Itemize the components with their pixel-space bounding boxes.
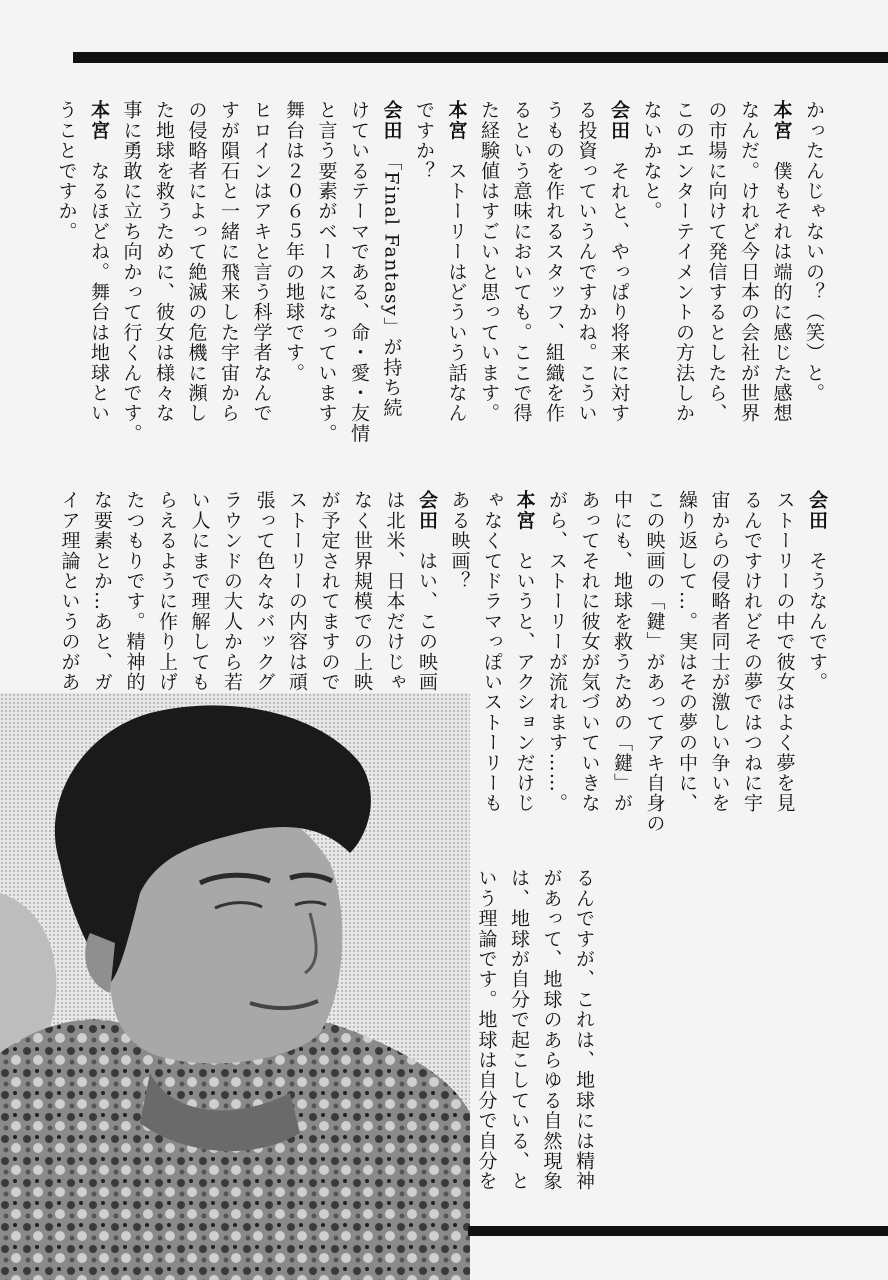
- text-line: [440, 100, 473, 450]
- text-line: [736, 490, 769, 830]
- text-line: [606, 490, 639, 830]
- text-line: [148, 100, 181, 450]
- line-text: そうなんです。: [806, 530, 828, 693]
- text-line: [765, 100, 798, 450]
- line-text: ストーリーの中で彼女はよく夢を見: [773, 490, 796, 814]
- text-line: [83, 100, 116, 450]
- line-text: 舞台は２０６５年の地球です。: [283, 100, 305, 383]
- line-text: それと、やっぱり将来に対す: [608, 140, 630, 424]
- line-text: た経験値はすごいと思っています。: [478, 100, 500, 424]
- line-text: なるほどね。舞台は地球とい: [88, 140, 110, 424]
- line-text: なく世界規模での上映: [351, 490, 373, 692]
- speaker-name: 本宮: [88, 100, 110, 141]
- line-text: 中にも、地球を救うための「鍵」が: [611, 490, 633, 814]
- speaker-name: 本宮: [513, 490, 536, 531]
- line-text: と言う要素がベースになっています。: [315, 100, 338, 444]
- line-text: 繰り返して…。実はその夢の中に、: [676, 490, 698, 814]
- line-text: この映画の「鍵」があってアキ自身の: [643, 490, 666, 834]
- text-line: [245, 100, 278, 450]
- line-text: らえるように作り上げ: [156, 490, 178, 692]
- line-text: ある映画？: [448, 490, 471, 591]
- text-line: [538, 100, 571, 450]
- line-text: ヒロインはアキと言う科学者なんで: [250, 100, 273, 424]
- line-text: かったんじゃないの？（笑）と。: [803, 100, 825, 403]
- line-text: ゃなくてドラマっぽいストーリーも: [481, 490, 503, 814]
- line-text: ストーリーはどういう話なん: [445, 140, 468, 424]
- text-line: [180, 100, 213, 450]
- line-text: というと、アクションだけじ: [513, 530, 536, 814]
- text-line: [638, 490, 671, 834]
- text-line: [505, 100, 538, 450]
- text-line: [535, 868, 568, 1208]
- line-text: ストーリーの内容は頑: [286, 490, 308, 692]
- text-line: [801, 490, 834, 830]
- bottom-rule: [468, 1226, 888, 1236]
- line-text: るという意味においても。ここで得: [510, 100, 533, 424]
- line-text: るんですけれどその夢ではつねに宇: [741, 490, 763, 814]
- text-line: [603, 100, 636, 450]
- line-text: このエンターテイメントの方法しか: [673, 100, 695, 424]
- text-line: [635, 100, 668, 450]
- interview-text-upper: [50, 100, 830, 450]
- text-line: [50, 100, 83, 450]
- top-rule: [73, 52, 888, 63]
- text-line: [568, 868, 601, 1208]
- speaker-name: 会田: [806, 490, 828, 531]
- text-line: [473, 100, 506, 450]
- text-line: [476, 490, 509, 830]
- speaker-name: 本宮: [445, 100, 468, 141]
- text-line: [768, 490, 801, 830]
- text-line: [375, 100, 408, 450]
- text-line: [310, 100, 343, 450]
- line-text: ラウンドの大人から若: [221, 490, 243, 692]
- line-text: あってそれに彼女が気づいていきな: [578, 490, 601, 814]
- portrait-photo: [0, 693, 470, 1280]
- line-text: るんですが、これは、地球には精神: [573, 868, 595, 1192]
- text-line: [470, 868, 503, 1208]
- line-text: 「Final Fantasy」が持ち続: [380, 140, 403, 418]
- text-line: [115, 100, 148, 450]
- text-line: [573, 490, 606, 830]
- text-line: [408, 100, 441, 450]
- line-text: い人にまで理解しても: [188, 490, 211, 692]
- line-text: いう理論です。地球は自分で自分を: [475, 868, 498, 1192]
- text-line: [671, 490, 704, 830]
- line-text: な要素とか…あと、ガ: [91, 490, 113, 692]
- speaker-name: 会田: [380, 100, 403, 141]
- line-text: が予定されてますので: [318, 490, 341, 692]
- speaker-name: 会田: [416, 490, 438, 531]
- text-line: [503, 868, 536, 1208]
- text-line: [668, 100, 701, 450]
- text-line: [343, 100, 376, 450]
- line-text: うものを作れるスタッフ、組織を作: [543, 100, 565, 424]
- line-text: たつもりです。精神的: [123, 490, 146, 692]
- text-line: [278, 100, 311, 450]
- line-text: 宙からの侵略者同士が激しい争いを: [708, 490, 731, 814]
- line-text: すが隕石と一緒に飛来した宇宙から: [218, 100, 240, 424]
- text-line: [700, 100, 733, 450]
- line-text: 事に勇敢に立ち向かって行くんです。: [120, 100, 143, 444]
- speaker-name: 本宮: [770, 100, 793, 141]
- line-text: うことですか。: [55, 100, 78, 242]
- line-text: る投資っていうんですかね。こうい: [575, 100, 598, 424]
- line-text: た地球を救うために、彼女は様々な: [153, 100, 175, 424]
- line-text: は、地球が自分で起こしている、と: [508, 868, 530, 1192]
- text-line: [541, 490, 574, 830]
- text-line: [703, 490, 736, 830]
- line-text: の侵略者によって絶滅の危機に瀕し: [185, 100, 208, 424]
- text-line: [798, 100, 831, 450]
- line-text: の市場に向けて発信するとしたら、: [705, 100, 728, 424]
- line-text: は北米、日本だけじゃ: [383, 490, 406, 692]
- line-text: ですか？: [413, 100, 435, 181]
- line-text: ないかなと。: [640, 100, 663, 222]
- line-text: があって、地球のあらゆる自然現象: [540, 868, 563, 1192]
- line-text: はい、この映画: [416, 530, 438, 693]
- line-text: がら、ストーリーが流れます……。: [546, 490, 568, 814]
- text-line: [213, 100, 246, 450]
- line-text: 僕もそれは端的に感じた感想: [770, 140, 793, 424]
- text-line: [570, 100, 603, 450]
- text-line: [733, 100, 766, 450]
- line-text: けているテーマである、命・愛・友情: [348, 100, 370, 444]
- line-text: イア理論というのがあ: [58, 490, 81, 692]
- line-text: 張って色々なバックグ: [253, 490, 276, 692]
- line-text: なんだ。けれど今日本の会社が世界: [738, 100, 760, 424]
- text-line: [508, 490, 541, 830]
- speaker-name: 会田: [608, 100, 630, 141]
